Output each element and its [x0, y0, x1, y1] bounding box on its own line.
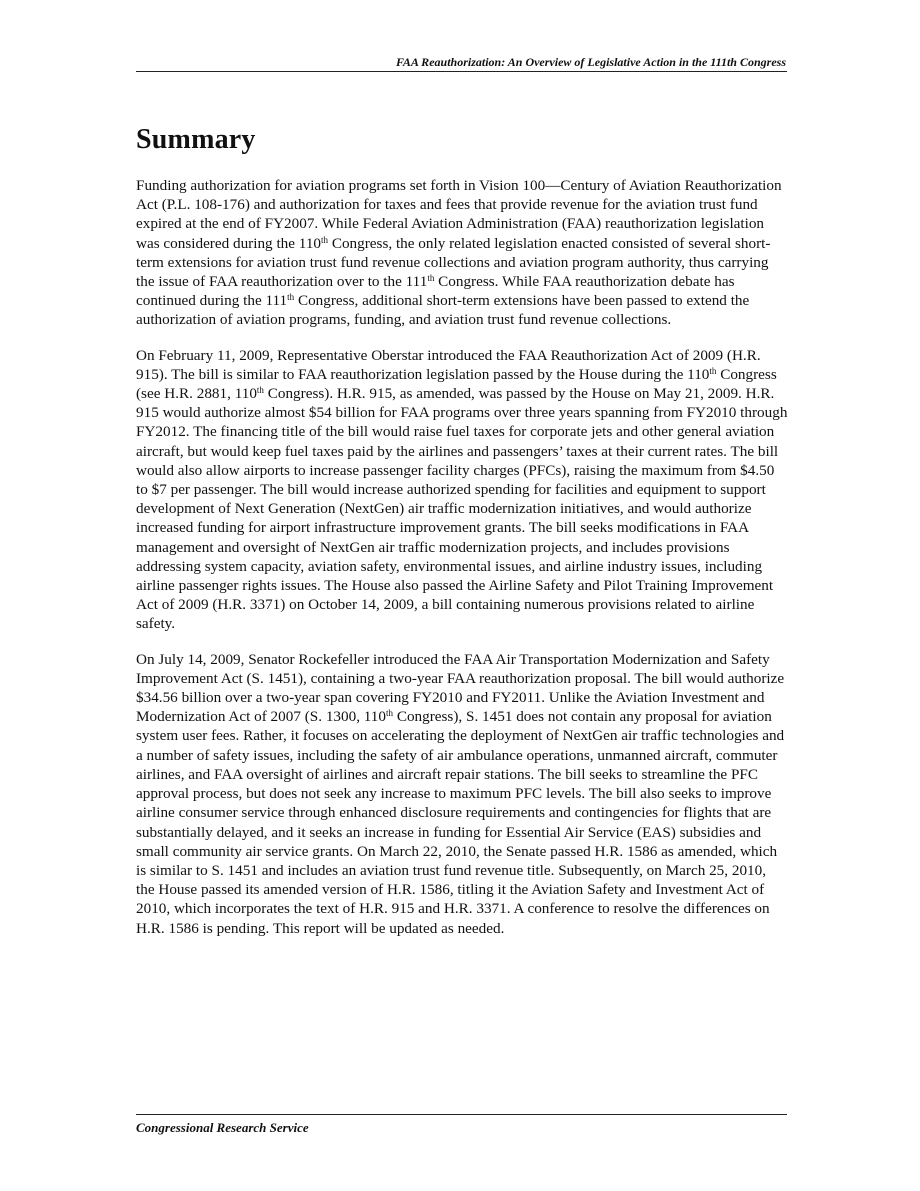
- ordinal-suffix: th: [386, 708, 394, 719]
- summary-paragraph-1: [136, 176, 788, 330]
- text-run: On July 14, 2009, Senator Rockefeller introduced the FAA Air Transportation Modernization and Safety Improvement Act (S. 1451), containing a two-year FAA reauthorization proposal. The bill would authorize $34.56 billion over a two-year span covering FY2010 and FY2011. Unlike the Aviation Investment and Modernization Act of 2007 (S. 1300, 110: [136, 650, 785, 726]
- text-run: Congress, additional short-term extensions have been passed to extend the authorization of aviation programs, funding, and aviation trust fund revenue collections.: [136, 292, 750, 329]
- ordinal-suffix: th: [256, 385, 264, 396]
- footer-rule: [136, 1114, 787, 1115]
- text-run: On February 11, 2009, Representative Oberstar introduced the FAA Reauthorization Act of 2009 (H.R. 915). The bill is similar to FAA reauthorization legislation passed by the House during the 110: [136, 346, 761, 383]
- text-run: Congress), S. 1451 does not contain any proposal for aviation system user fees. Rather, it focuses on accelerating the deployment of NextGen air traffic technologies and a number of safety issues, including the safety of air ambulance operations, unmanned aircraft, commuter airlines, and FAA oversight of airlines and aircraft repair stations. The bill seeks to streamline the PFC approval process, but does not seek any increase to maximum PFC levels. The bill also seeks to improve airline consumer service through enhanced disclosure requirements and contingencies for flights that are substantially delayed, and it seeks an increase in funding for Essential Air Service (EAS) subsidies and small community air service grants. On March 22, 2010, the Senate passed H.R. 1586 as amended, which is similar to S. 1451 and includes an aviation trust fund revenue title. Subsequently, on March 25, 2010, the House passed its amended version of H.R. 1586, titling it the Aviation Safety and Investment Act of 2010, which incorporates the text of H.R. 915 and H.R. 3371. A conference to resolve the differences on H.R. 1586 is pending. This report will be updated as needed.: [136, 708, 785, 937]
- summary-paragraph-3: [136, 650, 788, 938]
- text-run: Congress. While FAA reauthorization debate has continued during the 111: [136, 273, 735, 310]
- page-title: Summary: [136, 124, 256, 155]
- ordinal-suffix: th: [709, 365, 717, 376]
- text-run: Congress (see H.R. 2881, 110: [136, 365, 777, 403]
- summary-paragraph-2: [136, 346, 788, 634]
- header-rule: [136, 71, 787, 72]
- text-run: Congress). H.R. 915, as amended, was passed by the House on May 21, 2009. H.R. 915 would authorize almost $54 billion for FAA programs over three years spanning from FY2010 through FY2012. The financing title of the bill would raise fuel taxes for corporate jets and other general aviation aircraft, but would keep fuel taxes paid by the airlines and passengers’ taxes at their current rates. The bill would also allow airports to increase passenger facility charges (PFCs), raising the maximum from $4.50 to $7 per passenger. The bill would increase authorized spending for facilities and equipment to support development of Next Generation (NextGen) air traffic modernization initiatives, and would authorize increased funding for airport infrastructure improvement grants. The bill seeks modifications in FAA management and oversight of NextGen air traffic modernization projects, and includes provisions addressing system capacity, aviation safety, environmental issues, and airline industry issues, including airline passenger rights issues. The House also passed the Airline Safety and Pilot Training Improvement Act of 2009 (H.R. 3371) on October 14, 2009, a bill containing numerous provisions related to airline safety.: [136, 385, 788, 633]
- running-header: FAA Reauthorization: An Overview of Legislative Action in the 111th Congress: [395, 55, 786, 69]
- text-run: Funding authorization for aviation programs set forth in Vision 100—Century of Aviation Reauthorization Act (P.L. 108-176) and authorization for taxes and fees that provide revenue for the aviation trust fund expired at the end of FY2007. While Federal Aviation Administration (FAA) reauthorization legislation was considered during the 110: [136, 177, 782, 252]
- footer-source: Congressional Research Service: [136, 1120, 309, 1135]
- ordinal-suffix: th: [287, 292, 295, 303]
- ordinal-suffix: th: [321, 234, 329, 245]
- summary-body: [136, 176, 788, 954]
- text-run: Congress, the only related legislation enacted consisted of several short-term extensions for aviation trust fund revenue collections and aviation program authority, thus carrying the issue of FAA reauthorization over to the 111: [136, 234, 771, 291]
- ordinal-suffix: th: [427, 273, 435, 284]
